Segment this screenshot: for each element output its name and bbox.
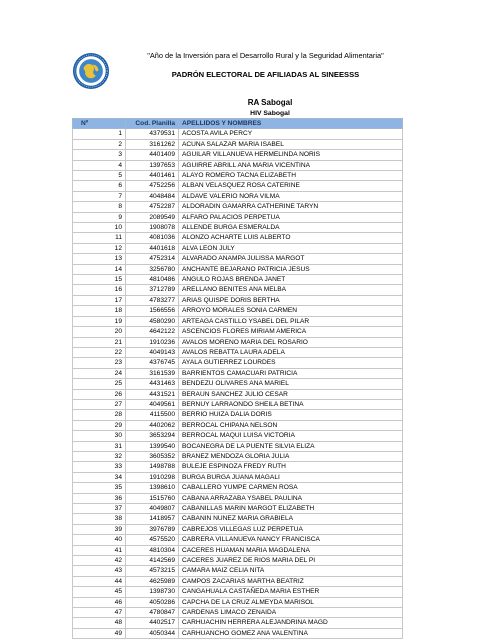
row-code: 4050286 <box>126 597 179 607</box>
row-name: BERROCAL CHIPANA NELSON <box>179 420 403 430</box>
table-row <box>73 327 403 337</box>
row-number: 12 <box>73 243 126 253</box>
row-code: 4049807 <box>126 504 179 514</box>
row-code: 3712789 <box>126 285 179 295</box>
table-row <box>73 264 403 274</box>
table-row <box>73 451 403 461</box>
row-code: 1398610 <box>126 483 179 493</box>
row-name: CARDENAS LIMACO ZENAIDA <box>179 608 403 618</box>
row-name: BERROCAL MAQUI LUISA VICTORIA <box>179 431 403 441</box>
row-number: 25 <box>73 379 126 389</box>
motto-text: "Año de la Inversión para el Desarrollo Rural y la Seguridad Alimentaria" <box>147 51 384 60</box>
row-number: 16 <box>73 285 126 295</box>
table-row <box>73 139 403 149</box>
row-code: 2089549 <box>126 212 179 222</box>
row-code: 4402517 <box>126 618 179 628</box>
row-name: ACOSTA AVILA PERCY <box>179 129 403 139</box>
row-code: 4431463 <box>126 379 179 389</box>
table-row <box>73 420 403 430</box>
row-number: 35 <box>73 483 126 493</box>
table-row <box>73 462 403 472</box>
table-row <box>73 556 403 566</box>
table-row <box>73 524 403 534</box>
table-row <box>73 389 403 399</box>
row-name: CABREJOS VILLEGAS LUZ PERPETUA <box>179 524 403 534</box>
row-code: 3976789 <box>126 524 179 534</box>
row-number: 15 <box>73 275 126 285</box>
row-number: 43 <box>73 566 126 576</box>
row-name: CANGAHUALA CASTAÑEDA MARIA ESTHER <box>179 587 403 597</box>
row-number: 31 <box>73 441 126 451</box>
row-number: 9 <box>73 212 126 222</box>
row-code: 1910298 <box>126 472 179 482</box>
table-row <box>73 337 403 347</box>
document-title: PADRÓN ELECTORAL DE AFILIADAS AL SINEESSS <box>171 70 360 79</box>
table-row <box>73 628 403 638</box>
row-code: 4401409 <box>126 150 179 160</box>
row-name: ANGULO ROJAS BRENDA JANET <box>179 275 403 285</box>
table-row <box>73 379 403 389</box>
table-row <box>73 212 403 222</box>
row-number: 23 <box>73 358 126 368</box>
table-row <box>73 576 403 586</box>
row-name: CARHUACHIN HERRERA ALEJANDRINA MAGD <box>179 618 403 628</box>
table-row <box>73 504 403 514</box>
row-name: ALLENDE BURGA ESMERALDA <box>179 223 403 233</box>
row-name: ALONZO ACHARTE LUIS ALBERTO <box>179 233 403 243</box>
row-code: 4376745 <box>126 358 179 368</box>
row-code: 1908078 <box>126 223 179 233</box>
row-name: ARTEAGA CASTILLO YSABEL DEL PILAR <box>179 316 403 326</box>
row-name: ACUNA SALAZAR MARIA ISABEL <box>179 139 403 149</box>
row-name: ALDORADIN GAMARRA CATHERINE TARYN <box>179 202 403 212</box>
table-row <box>73 545 403 555</box>
row-number: 11 <box>73 233 126 243</box>
row-number: 33 <box>73 462 126 472</box>
row-name: CAMARA MAIZ CELIA NITA <box>179 566 403 576</box>
row-code: 4431521 <box>126 389 179 399</box>
row-code: 4401618 <box>126 243 179 253</box>
table-header-row <box>73 119 403 129</box>
table-row <box>73 150 403 160</box>
row-code: 4050344 <box>126 628 179 638</box>
subsection-heading: HIV Sabogal <box>250 110 290 117</box>
row-name: BERAUN SANCHEZ JULIO CESAR <box>179 389 403 399</box>
row-number: 32 <box>73 451 126 461</box>
row-name: CAPCHA DE LA CRUZ ALMEYDA MARISOL <box>179 597 403 607</box>
row-code: 1399540 <box>126 441 179 451</box>
row-name: CAMPOS ZACARIAS MARTHA BEATRIZ <box>179 576 403 586</box>
table-row <box>73 566 403 576</box>
row-number: 3 <box>73 150 126 160</box>
row-number: 1 <box>73 129 126 139</box>
table-row <box>73 181 403 191</box>
table-row <box>73 316 403 326</box>
row-number: 34 <box>73 472 126 482</box>
row-name: ALBAN VELASQUEZ ROSA CATERINE <box>179 181 403 191</box>
row-code: 1397653 <box>126 160 179 170</box>
row-name: ARELLANO BENITES ANA MELBA <box>179 285 403 295</box>
row-name: ARROYO MORALES SONIA CARMEN <box>179 306 403 316</box>
row-code: 4081036 <box>126 233 179 243</box>
table-row <box>73 129 403 139</box>
row-number: 6 <box>73 181 126 191</box>
table-row <box>73 223 403 233</box>
row-number: 27 <box>73 399 126 409</box>
table-row <box>73 441 403 451</box>
row-code: 3605352 <box>126 451 179 461</box>
table-row <box>73 493 403 503</box>
row-code: 4048484 <box>126 191 179 201</box>
row-number: 48 <box>73 618 126 628</box>
row-name: BURGA BURGA JUANA MAGALI <box>179 472 403 482</box>
row-number: 49 <box>73 628 126 638</box>
row-code: 4115500 <box>126 410 179 420</box>
row-number: 45 <box>73 587 126 597</box>
row-name: CABRERA VILLANUEVA NANCY FRANCISCA <box>179 535 403 545</box>
table-row <box>73 285 403 295</box>
row-name: AVALOS REBATTA LAURA ADELA <box>179 347 403 357</box>
row-code: 4401461 <box>126 171 179 181</box>
table-row <box>73 275 403 285</box>
row-name: ALVA LEON JULY <box>179 243 403 253</box>
row-name: AGUIRRE ABRILL ANA MARIA VICENTINA <box>179 160 403 170</box>
row-number: 4 <box>73 160 126 170</box>
table-row <box>73 254 403 264</box>
roster-table <box>72 118 403 639</box>
row-number: 42 <box>73 556 126 566</box>
column-header-code: Cod. Planilla <box>126 119 179 129</box>
row-code: 1418957 <box>126 514 179 524</box>
row-code: 4642122 <box>126 327 179 337</box>
row-number: 46 <box>73 597 126 607</box>
row-name: CABANA ARRAZABA YSABEL PAULINA <box>179 493 403 503</box>
row-code: 4379531 <box>126 129 179 139</box>
row-name: CABALLERO YUMPE CARMEN ROSA <box>179 483 403 493</box>
row-number: 40 <box>73 535 126 545</box>
row-number: 41 <box>73 545 126 555</box>
row-code: 1910236 <box>126 337 179 347</box>
row-name: ALFARO PALACIOS PERPETUA <box>179 212 403 222</box>
table-row <box>73 171 403 181</box>
row-number: 37 <box>73 504 126 514</box>
row-number: 30 <box>73 431 126 441</box>
row-number: 10 <box>73 223 126 233</box>
row-number: 7 <box>73 191 126 201</box>
row-code: 1398730 <box>126 587 179 597</box>
row-name: BOCANEGRA DE LA PUENTE SILVIA ELIZA <box>179 441 403 451</box>
row-number: 14 <box>73 264 126 274</box>
row-code: 4752314 <box>126 254 179 264</box>
row-code: 4752256 <box>126 181 179 191</box>
row-code: 4049561 <box>126 399 179 409</box>
row-code: 1498788 <box>126 462 179 472</box>
row-name: CACERES JUAREZ DE RIOS MARIA DEL PI <box>179 556 403 566</box>
row-name: AGUILAR VILLANUEVA HERMELINDA NORIS <box>179 150 403 160</box>
row-code: 4780847 <box>126 608 179 618</box>
table-row <box>73 191 403 201</box>
table-row <box>73 347 403 357</box>
row-number: 29 <box>73 420 126 430</box>
table-row <box>73 410 403 420</box>
row-number: 21 <box>73 337 126 347</box>
table-row <box>73 608 403 618</box>
row-code: 4752287 <box>126 202 179 212</box>
row-code: 4580290 <box>126 316 179 326</box>
row-name: BERNUY LARRAONDO SHEILA BETINA <box>179 399 403 409</box>
row-name: AVALOS MORENO MARIA DEL ROSARIO <box>179 337 403 347</box>
roster-body <box>73 129 403 639</box>
row-code: 1515760 <box>126 493 179 503</box>
table-row <box>73 160 403 170</box>
column-header-number: Nº <box>73 119 126 129</box>
row-number: 19 <box>73 316 126 326</box>
table-row <box>73 483 403 493</box>
row-code: 4142569 <box>126 556 179 566</box>
row-number: 44 <box>73 576 126 586</box>
table-row <box>73 597 403 607</box>
row-name: ARIAS QUISPE DORIS BERTHA <box>179 295 403 305</box>
table-row <box>73 535 403 545</box>
row-number: 24 <box>73 368 126 378</box>
row-name: BULEJE ESPINOZA FREDY RUTH <box>179 462 403 472</box>
table-row <box>73 243 403 253</box>
table-row <box>73 233 403 243</box>
row-name: ALAYO ROMERO TACNA ELIZABETH <box>179 171 403 181</box>
row-name: ANCHANTE BEJARANO PATRICIA JESUS <box>179 264 403 274</box>
row-number: 26 <box>73 389 126 399</box>
table-row <box>73 472 403 482</box>
row-name: BRANEZ MENDOZA GLORIA JULIA <box>179 451 403 461</box>
row-code: 4810486 <box>126 275 179 285</box>
table-row <box>73 295 403 305</box>
row-name: CABANIN NUNEZ MARIA GRABIELA <box>179 514 403 524</box>
row-name: AYALA GUTIERREZ LOURDES <box>179 358 403 368</box>
row-name: BARRIENTOS CAMACUARI PATRICIA <box>179 368 403 378</box>
row-code: 3653294 <box>126 431 179 441</box>
row-code: 4625989 <box>126 576 179 586</box>
row-number: 13 <box>73 254 126 264</box>
row-code: 3256780 <box>126 264 179 274</box>
row-number: 22 <box>73 347 126 357</box>
row-number: 36 <box>73 493 126 503</box>
row-name: ASCENCIOS FLORES MIRIAM AMERICA <box>179 327 403 337</box>
row-number: 28 <box>73 410 126 420</box>
row-name: BENDEZU OLIVARES ANA MARIEL <box>179 379 403 389</box>
row-code: 4810304 <box>126 545 179 555</box>
row-name: CABANILLAS MARIN MARGOT ELIZABETH <box>179 504 403 514</box>
row-number: 39 <box>73 524 126 534</box>
row-code: 4575520 <box>126 535 179 545</box>
row-number: 17 <box>73 295 126 305</box>
row-number: 18 <box>73 306 126 316</box>
row-name: ALDAVE VALERIO NORA VILMA <box>179 191 403 201</box>
row-number: 20 <box>73 327 126 337</box>
row-name: BERRIO HUIZA DALIA DORIS <box>179 410 403 420</box>
row-number: 8 <box>73 202 126 212</box>
row-number: 47 <box>73 608 126 618</box>
row-code: 4783277 <box>126 295 179 305</box>
table-row <box>73 587 403 597</box>
row-number: 2 <box>73 139 126 149</box>
table-row <box>73 514 403 524</box>
column-header-name: APELLIDOS Y NOMBRES <box>179 119 403 129</box>
table-row <box>73 306 403 316</box>
table-row <box>73 399 403 409</box>
table-row <box>73 618 403 628</box>
table-row <box>73 368 403 378</box>
row-number: 38 <box>73 514 126 524</box>
row-code: 3161539 <box>126 368 179 378</box>
row-number: 5 <box>73 171 126 181</box>
row-name: CACERES HUAMAN MARIA MAGDALENA <box>179 545 403 555</box>
row-code: 4049143 <box>126 347 179 357</box>
row-code: 3161262 <box>126 139 179 149</box>
row-code: 4402062 <box>126 420 179 430</box>
row-name: CARHUANCHO GOMEZ ANA VALENTINA <box>179 628 403 638</box>
row-code: 1566556 <box>126 306 179 316</box>
table-row <box>73 358 403 368</box>
table-row <box>73 431 403 441</box>
row-name: ALVARADO ANAMPA JULISSA MARGOT <box>179 254 403 264</box>
row-code: 4573215 <box>126 566 179 576</box>
section-heading: RA Sabogal <box>247 98 293 107</box>
table-row <box>73 202 403 212</box>
